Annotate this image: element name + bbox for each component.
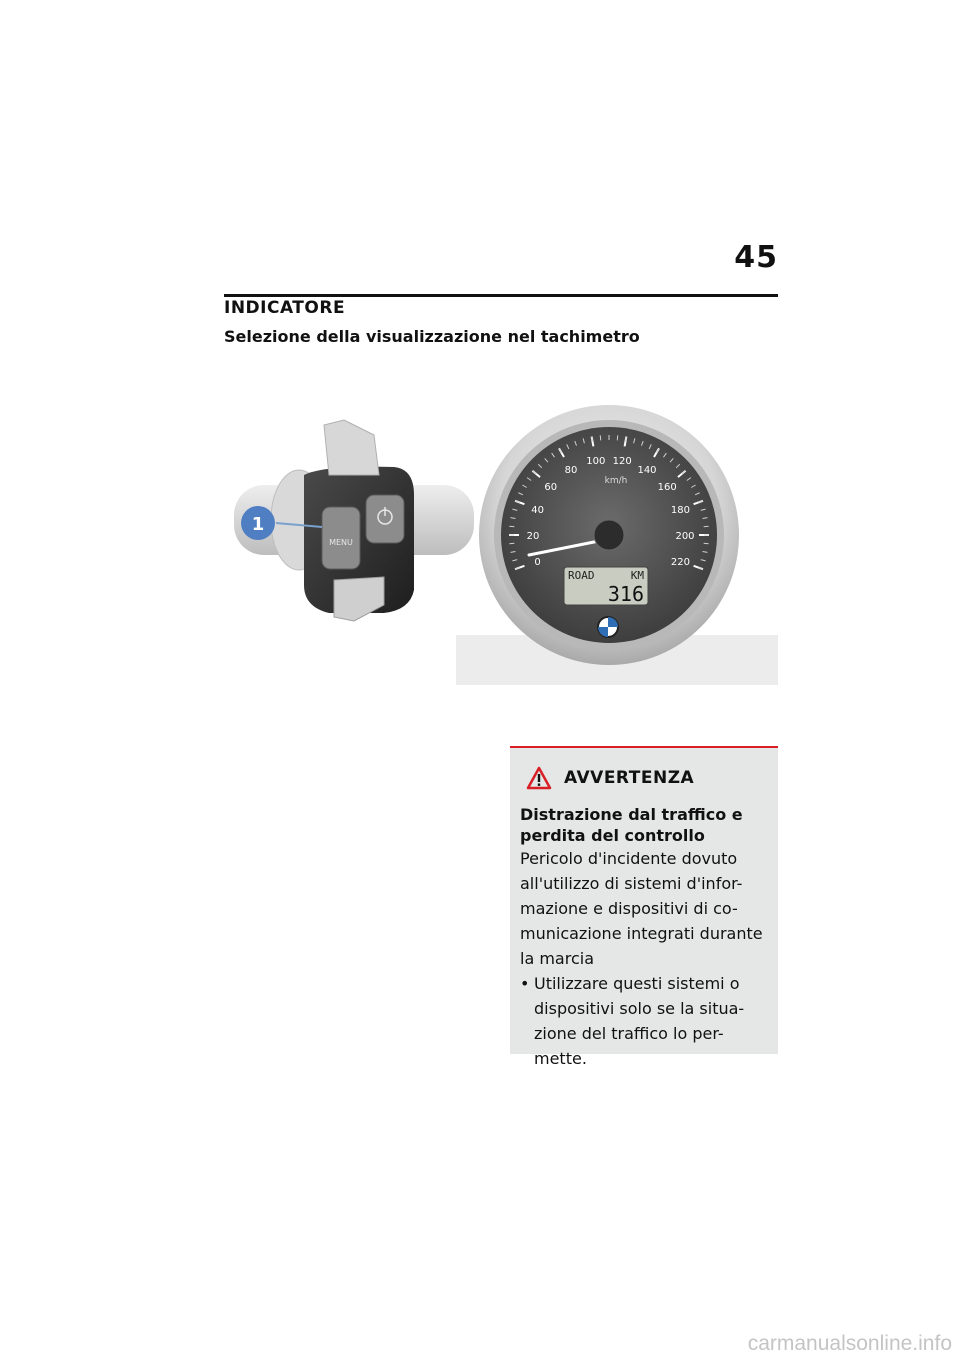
lcd-value: 316 (607, 582, 644, 606)
page-subtitle: Selezione della visualizzazione nel tachimetro (224, 327, 640, 346)
lcd-unit: KM (630, 569, 644, 582)
warning-list-item: • Utilizzare questi sistemi o dispositivi solo se la situa-zione del traffico lo per-mette. (520, 971, 768, 1071)
speed-tick-label: 200 (675, 531, 695, 542)
speed-tick-label: 100 (586, 456, 606, 468)
page-number: 45 (734, 240, 778, 275)
warning-header (526, 766, 768, 790)
speed-tick-label: 40 (531, 505, 544, 517)
speed-tick-label: 180 (670, 505, 690, 517)
handlebar-switch-illustration (234, 420, 474, 621)
speedometer-illustration (456, 405, 778, 685)
speed-tick-label: 0 (534, 556, 541, 568)
speed-tick-label: 80 (564, 465, 578, 477)
warning-heading: Distrazione dal traffico e perdita del controllo (520, 805, 743, 845)
section-title: INDICATORE (224, 298, 346, 318)
warning-body: Pericolo d'incidente dovuto all'utilizzo di sistemi d'infor-mazione e dispositivi di co-municazione integrati durante la marcia (520, 849, 763, 968)
warning-triangle-icon (526, 766, 552, 790)
speed-tick-label: 220 (670, 556, 690, 568)
needle-hub (594, 520, 624, 550)
speed-tick-label: 120 (612, 456, 632, 468)
lcd-mode: ROAD (568, 569, 595, 582)
header-rule (224, 294, 778, 297)
figure-controls-speedometer (224, 395, 778, 705)
speed-unit: km/h (604, 476, 628, 486)
speed-tick-label: 160 (657, 482, 677, 494)
menu-button-label: MENU (329, 538, 353, 547)
callout-number: 1 (251, 514, 265, 535)
watermark: carmanualsonline.info (747, 1332, 952, 1355)
warning-list (520, 971, 768, 1071)
warning-title: AVVERTENZA (564, 768, 695, 788)
warning-box (510, 746, 778, 1068)
speed-tick-label: 20 (526, 531, 540, 542)
speed-tick-label: 60 (544, 482, 558, 494)
speed-tick-label: 140 (637, 465, 657, 477)
